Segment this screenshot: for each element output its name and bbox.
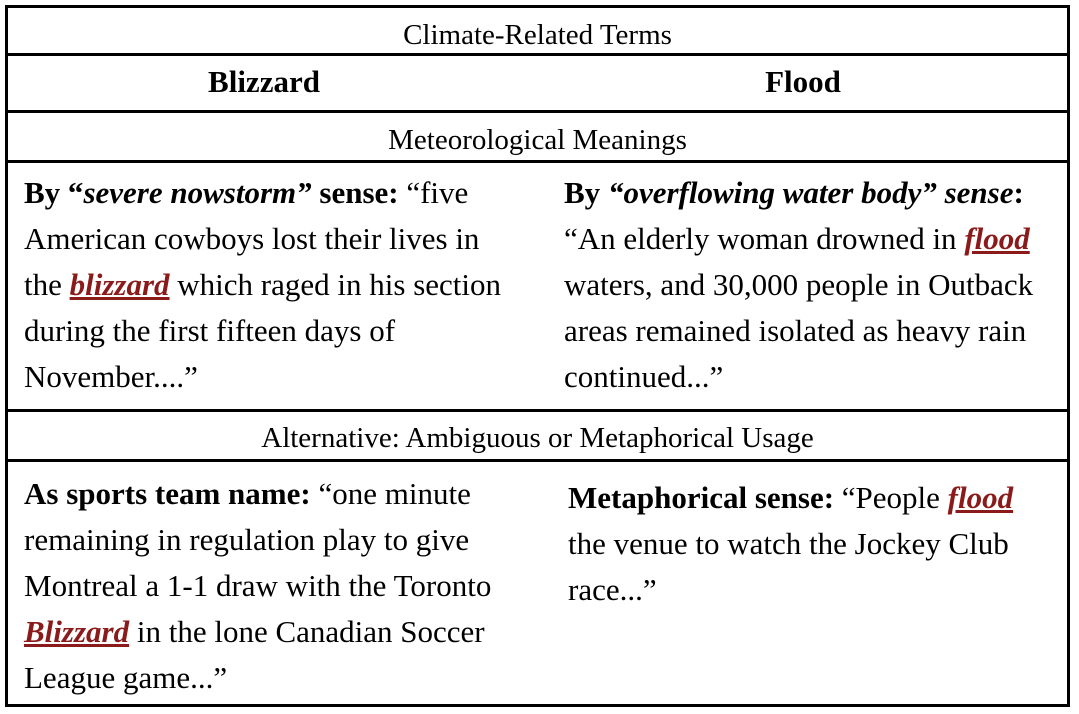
quote-start: “one minute remaining in regulation play to give Montreal a 1-1 draw with the Toronto	[24, 476, 492, 603]
keyword-flood: flood	[964, 221, 1030, 256]
quote-start: “An elderly woman drowned in	[564, 221, 965, 256]
section-header-meteorological: Meteorological Meanings	[388, 124, 687, 156]
cell-lead-close: :	[1013, 175, 1024, 210]
cell-meteorological-flood	[564, 170, 1064, 400]
divider-line	[8, 110, 1067, 113]
cell-meteorological-blizzard	[24, 170, 524, 400]
divider-line	[8, 160, 1067, 163]
quote-end: the venue to watch the Jockey Club race...”	[568, 526, 1009, 607]
keyword-blizzard: blizzard	[69, 267, 170, 302]
cell-lead: As sports team name:	[24, 476, 311, 511]
cell-lead-close: sense:	[319, 175, 399, 210]
section-header-alternative: Alternative: Ambiguous or Metaphorical Usage	[261, 422, 814, 454]
quote-end: which raged in his section during the first fifteen days of November....”	[24, 267, 501, 394]
cell-lead-open: By “	[24, 175, 84, 210]
quote-end: waters, and 30,000 people in Outback areas remained isolated as heavy rain continued...”	[564, 267, 1034, 394]
table-title: Climate-Related Terms	[403, 19, 672, 51]
cell-lead-open: By	[564, 175, 608, 210]
divider-line	[8, 53, 1067, 56]
divider-line	[8, 459, 1067, 462]
cell-alternative-blizzard	[24, 471, 524, 701]
keyword-flood: flood	[947, 480, 1014, 515]
divider-line	[8, 409, 1067, 412]
column-header-flood: Flood	[765, 64, 841, 99]
column-header-blizzard: Blizzard	[208, 64, 320, 99]
quote-end: in the lone Canadian Soccer League game...”	[24, 614, 485, 695]
quote-start: “five American cowboys lost their lives in the	[24, 175, 480, 302]
quote-start: “People	[834, 480, 948, 515]
cell-lead-italic: severe nowstorm”	[83, 175, 320, 210]
cell-lead: Metaphorical sense:	[568, 480, 835, 515]
terms-table	[5, 5, 1070, 707]
keyword-blizzard: Blizzard	[24, 614, 130, 649]
cell-lead-italic: “overflowing water body” sense	[607, 175, 1014, 210]
cell-alternative-flood	[568, 475, 1048, 613]
